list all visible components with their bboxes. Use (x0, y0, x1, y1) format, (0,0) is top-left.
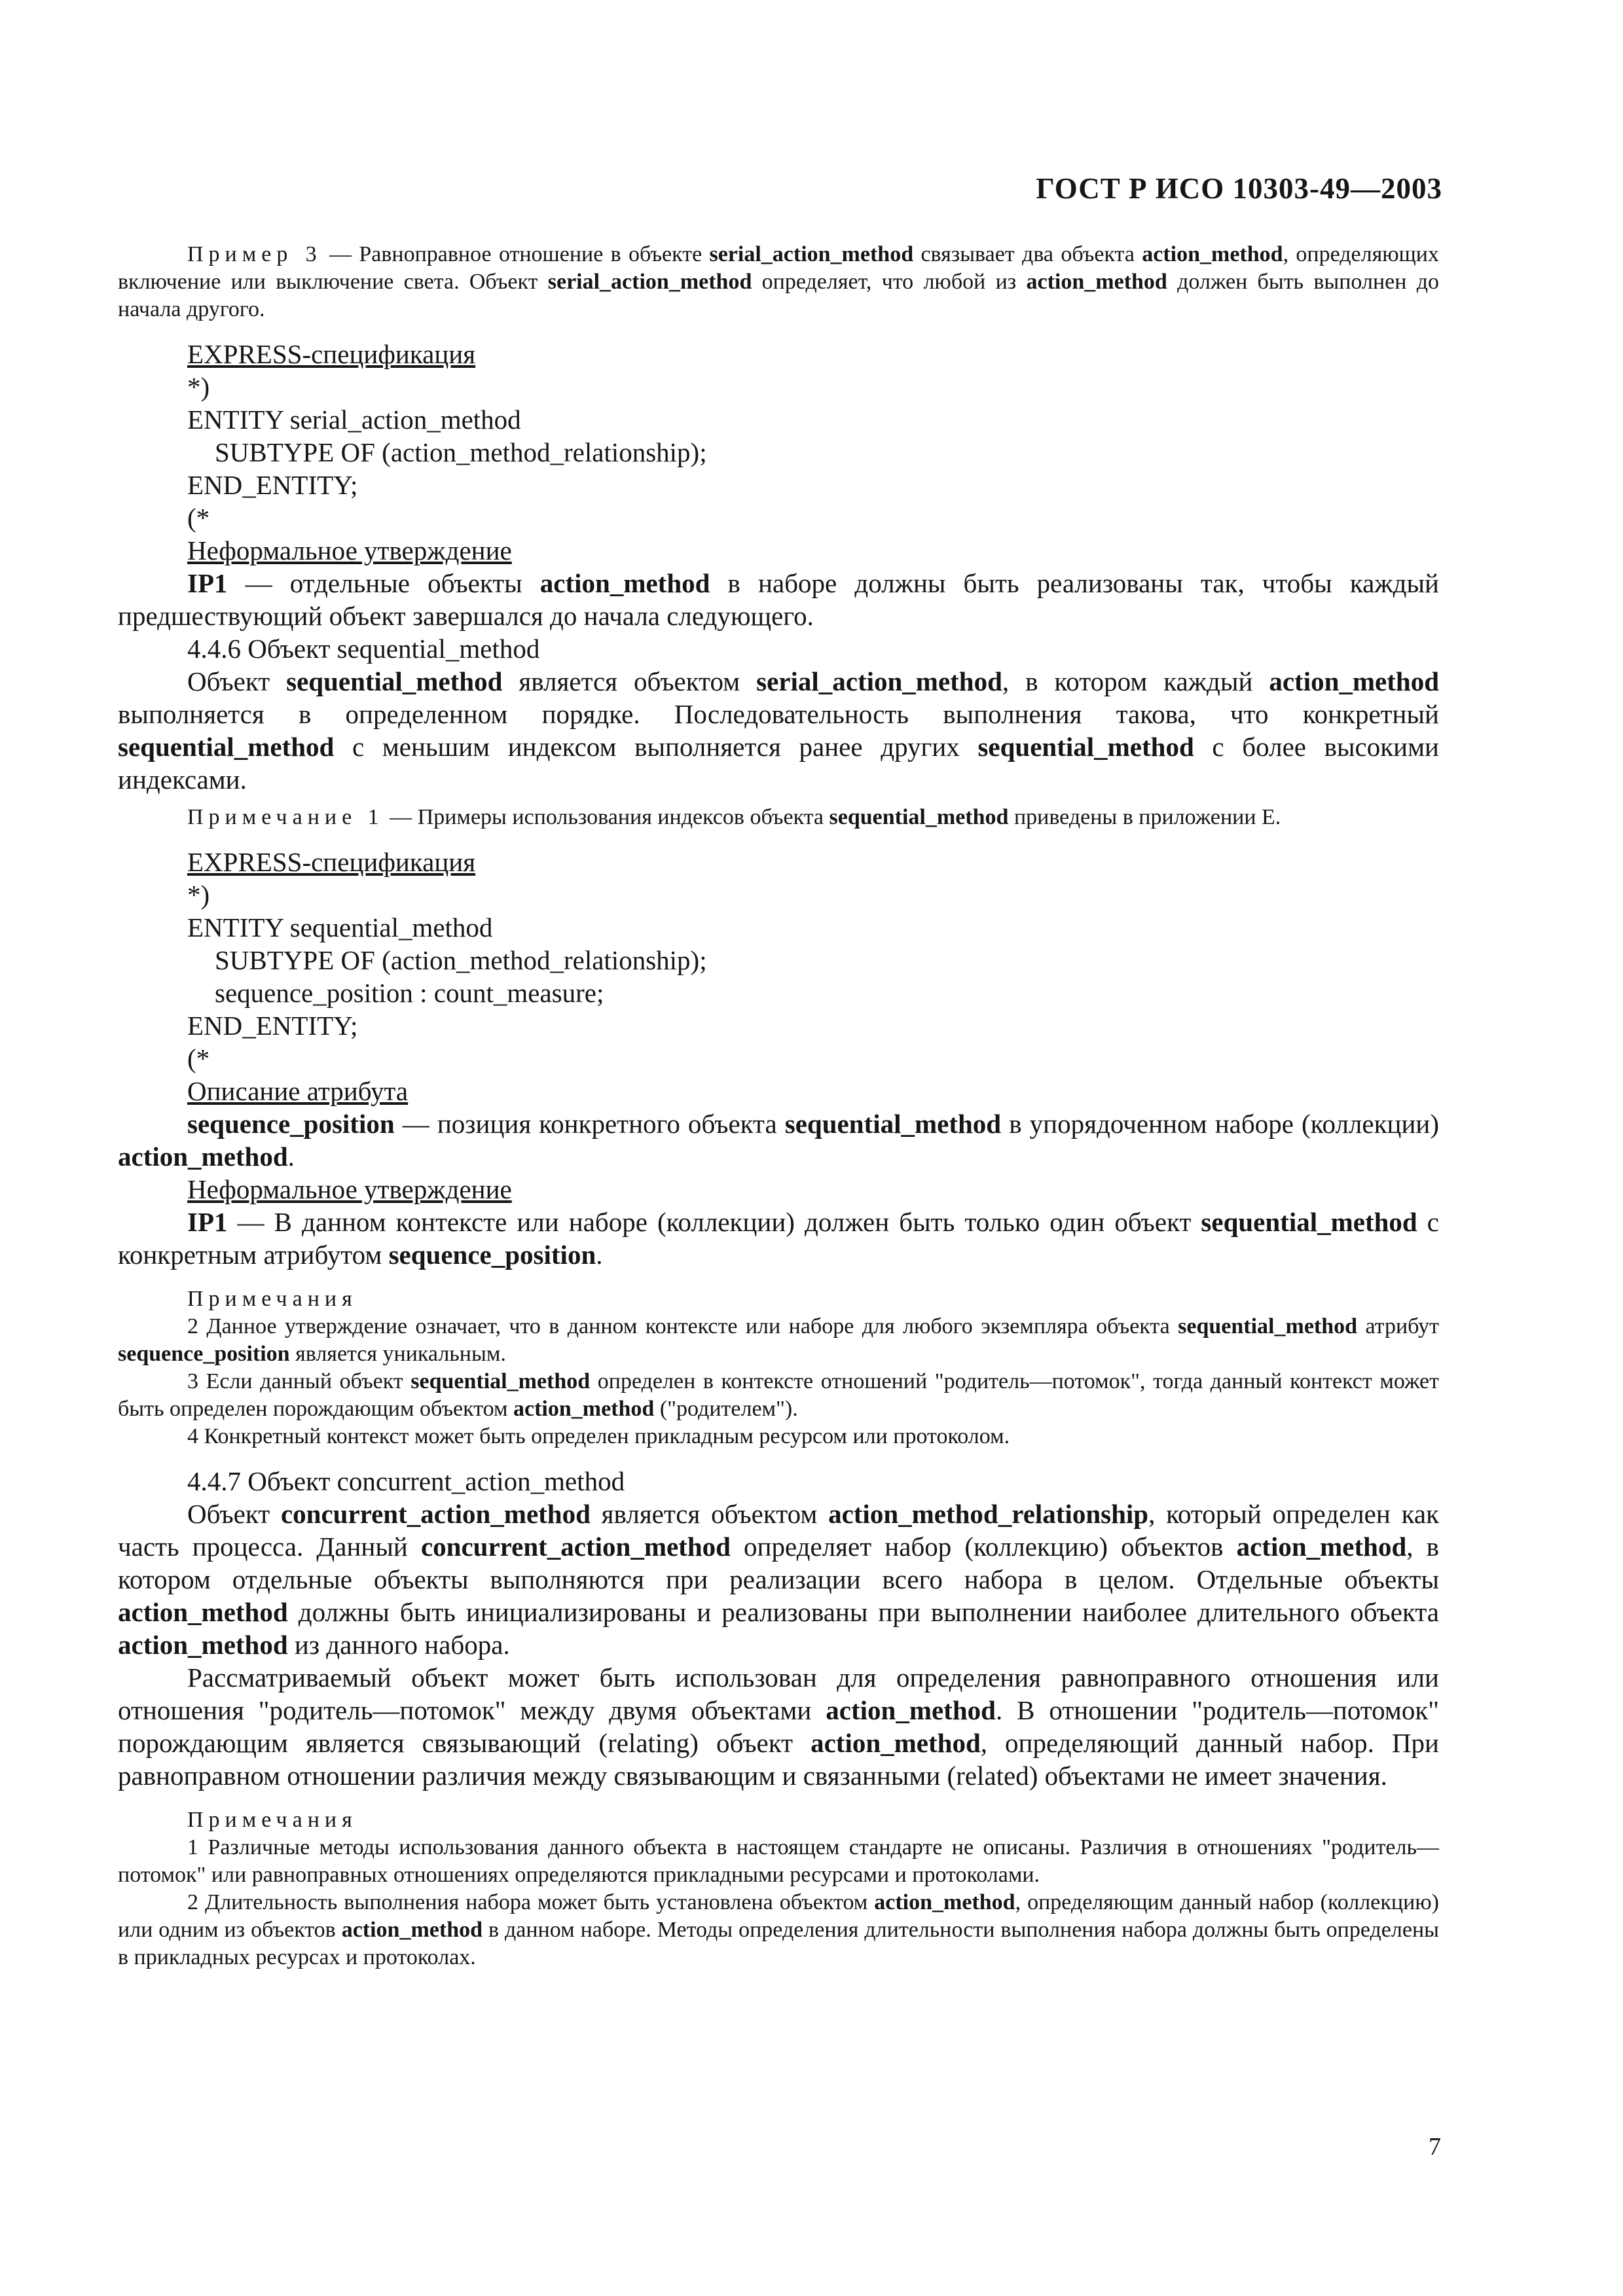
text-span: выполняется в определенном порядке. Последовательность выполнения такова, что конкретный (118, 699, 1439, 729)
text-span: приведены в приложении Е. (1008, 805, 1281, 829)
text-span: из данного набора. (287, 1630, 510, 1660)
informal-heading-1: Неформальное утверждение (187, 535, 512, 565)
bold-term: concurrent_action_method (420, 1532, 731, 1562)
text-span: Объект (187, 666, 287, 696)
bold-term: action_method (539, 568, 710, 598)
text-span: определяет, что любой из (752, 270, 1027, 294)
bold-term: action_method_relationship (828, 1499, 1149, 1529)
bold-term: sequential_method (977, 732, 1194, 762)
text-span: — В данном контексте или наборе (коллекции) должен быть только один объект (227, 1207, 1201, 1237)
text-span: с конкретным атрибутом (118, 1207, 1439, 1270)
bold-term: action_method (1142, 242, 1283, 266)
bold-term: action_method (826, 1695, 996, 1725)
informal-statement-1 (118, 567, 1439, 632)
text-span: Рассматриваемый объект может быть использован для определения равноправного отношения или отношения "родитель—потомок" между двумя объектами (118, 1662, 1439, 1725)
text-span: в упорядоченном наборе (коллекции) (1001, 1109, 1439, 1139)
bold-term: sequence_position (388, 1240, 596, 1270)
text-span: — Равноправное отношение в объекте (321, 242, 710, 266)
notes-label-b (118, 1806, 1439, 1834)
bold-term: sequence_position (187, 1109, 395, 1139)
bold-term: sequential_method (1178, 1314, 1358, 1338)
text-span: — Примеры использования индексов объекта (384, 805, 830, 829)
text-span: ("родителем"). (654, 1397, 798, 1421)
text-span: , определяющим данный набор (коллекцию) или одним из объектов (118, 1890, 1439, 1942)
code-line: sequence_position : count_measure; (215, 978, 604, 1008)
notes-label: Примечания (187, 1808, 357, 1832)
text-span: , в котором отдельные объекты выполняются при реализации всего набора в целом. Отдельные объекты (118, 1532, 1439, 1594)
code-line: (* (187, 503, 210, 533)
bold-term: IP1 (187, 568, 228, 598)
text-span: Объект (187, 1499, 281, 1529)
text-span: является объектом (502, 666, 757, 696)
text-span: является объектом (590, 1499, 829, 1529)
code-line: ENTITY serial_action_method (187, 404, 521, 435)
informal-statement-2 (118, 1206, 1439, 1271)
text-span: определен в контексте отношений "родитель—потомок", тогда данный контекст может быть определен порождающим объектом (118, 1369, 1439, 1421)
section-447-body-2 (118, 1661, 1439, 1792)
bold-term: sequential_method (829, 805, 1009, 829)
code-line: ENTITY sequential_method (187, 912, 493, 942)
bold-term: serial_action_method (547, 270, 752, 294)
text-span: . (596, 1240, 603, 1270)
section-title-447: 4.4.7 Объект concurrent_action_method (187, 1466, 625, 1496)
text-span: в данном наборе. Методы определения длительности выполнения набора должны быть определены в прикладных ресурсах и протоколах. (118, 1918, 1439, 1969)
code-line: SUBTYPE OF (action_method_relationship); (215, 437, 707, 467)
text-span: . (287, 1141, 295, 1172)
express-spec-heading-2: EXPRESS-спецификация (187, 847, 476, 877)
bold-term: action_method (1026, 270, 1167, 294)
attribute-heading: Описание атрибута (187, 1076, 409, 1106)
code-line: (* (187, 1043, 210, 1073)
example-3 (118, 241, 1439, 323)
code-line: *) (187, 880, 210, 910)
text-span: 3 Если данный объект (187, 1369, 411, 1393)
section-447-body-1 (118, 1498, 1439, 1661)
note-b-2 (118, 1889, 1439, 1971)
bold-term: serial_action_method (756, 666, 1002, 696)
bold-term: action_method (118, 1630, 288, 1660)
text-span: , определяющий данный набор. При равноправном отношении различия между связывающим и связанными (related) объектами не имеет значения. (118, 1728, 1439, 1791)
bold-term: sequential_method (118, 732, 335, 762)
page-number: 7 (1429, 2133, 1441, 2161)
bold-term: sequence_position (118, 1342, 290, 1366)
text-span: 2 Данное утверждение означает, что в данном контексте или наборе для любого экземпляра объекта (187, 1314, 1178, 1338)
note-a-4: 4 Конкретный контекст может быть определен прикладным ресурсом или протоколом. (187, 1424, 1010, 1448)
note-a-3 (118, 1368, 1439, 1423)
text-span: , определяющих включение или выключение света. Объект (118, 242, 1439, 294)
note-a-2 (118, 1313, 1439, 1368)
code-line: END_ENTITY; (187, 1011, 358, 1041)
code-line: END_ENTITY; (187, 470, 358, 500)
text-span: — позиция конкретного объекта (394, 1109, 785, 1139)
bold-term: sequential_method (410, 1369, 591, 1393)
note-label: Примечание 1 (187, 805, 384, 829)
notes-label-a (118, 1285, 1439, 1313)
bold-term: action_method (811, 1728, 981, 1758)
text-span: , в котором каждый (1002, 666, 1269, 696)
bold-term: action_method (341, 1918, 483, 1942)
bold-term: sequential_method (784, 1109, 1002, 1139)
note-1 (118, 804, 1439, 831)
bold-term: action_method (118, 1141, 288, 1172)
bold-term: action_method (1236, 1532, 1407, 1562)
bold-term: sequential_method (286, 666, 503, 696)
bold-term: concurrent_action_method (280, 1499, 591, 1529)
bold-term: action_method (118, 1597, 288, 1627)
text-span: , который определен как часть процесса. Данный (118, 1499, 1439, 1562)
page-content (118, 241, 1439, 1971)
text-span: должен быть выполнен до начала другого. (118, 270, 1440, 321)
text-span: . В отношении "родитель—потомок" порождающим является связывающий (relating) объект (118, 1695, 1439, 1758)
informal-heading-2: Неформальное утверждение (187, 1174, 512, 1204)
bold-term: action_method (1269, 666, 1439, 696)
example-label: Пример 3 (187, 242, 322, 266)
text-span: с меньшим индексом выполняется ранее других (334, 732, 978, 762)
express-spec-heading-1: EXPRESS-спецификация (187, 339, 476, 369)
bold-term: sequential_method (1201, 1207, 1417, 1237)
attribute-description (118, 1107, 1439, 1173)
code-line: SUBTYPE OF (action_method_relationship); (215, 945, 707, 975)
bold-term: action_method (513, 1397, 655, 1421)
bold-term: action_method (874, 1890, 1015, 1914)
notes-label: Примечания (187, 1287, 357, 1311)
text-span: атрибут (1357, 1314, 1440, 1338)
text-span: — отдельные объекты (227, 568, 540, 598)
section-title-446: 4.4.6 Объект sequential_method (187, 634, 540, 664)
text-span: 2 Длительность выполнения набора может быть установлена объектом (187, 1890, 875, 1914)
text-span: в наборе должны быть реализованы так, чтобы каждый предшествующий объект завершался до начала следующего. (118, 568, 1439, 631)
code-line: *) (187, 372, 210, 402)
text-span: с более высокими индексами. (118, 732, 1439, 795)
text-span: определяет набор (коллекцию) объектов (730, 1532, 1237, 1562)
document-header: ГОСТ Р ИСО 10303-49—2003 (1036, 172, 1442, 205)
section-446-body (118, 665, 1439, 796)
text-span: связывает два объекта (913, 242, 1142, 266)
bold-term: IP1 (187, 1207, 228, 1237)
bold-term: serial_action_method (709, 242, 914, 266)
note-b-1: 1 Различные методы использования данного объекта в настоящем стандарте не описаны. Различия в отношениях "родитель—потомок" или равноправных отношениях определяются прикладными ресурсами и протоколами. (118, 1835, 1439, 1887)
text-span: является уникальным. (289, 1342, 506, 1366)
text-span: должны быть инициализированы и реализованы при выполнении наиболее длительного объекта (287, 1597, 1439, 1627)
